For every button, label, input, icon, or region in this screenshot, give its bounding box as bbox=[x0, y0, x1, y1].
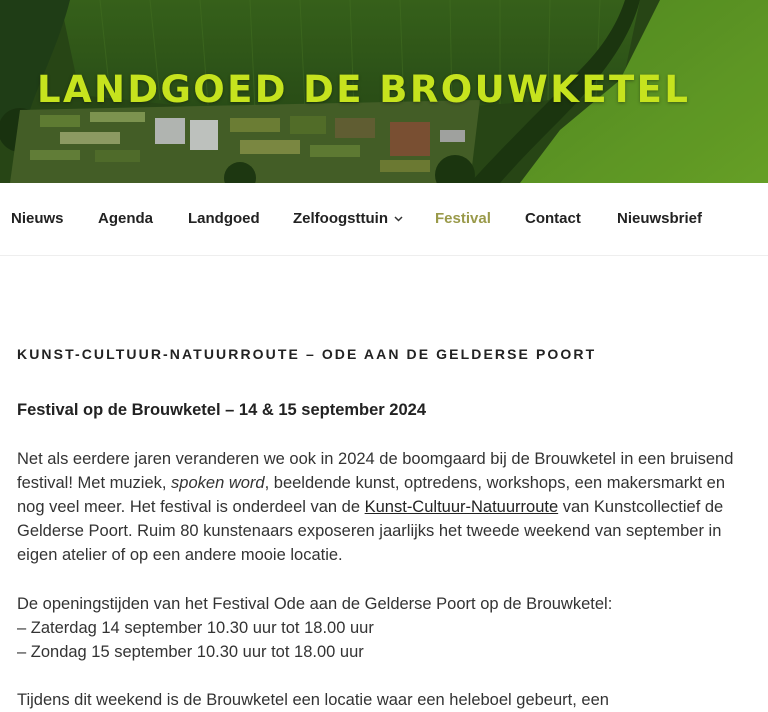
main-navigation bbox=[0, 183, 768, 256]
intro-text-3: van Kunstcollectief de Gelderse Poort. Ruim 80 kunstenaars exposeren jaarlijks het tweede weekend van september in eigen atelier of op een andere mooie locatie. bbox=[17, 498, 724, 564]
intro-emphasis: spoken word bbox=[171, 474, 265, 492]
nav-item-zelfoogsttuin-label: Zelfoogsttuin bbox=[293, 210, 388, 227]
site-header bbox=[0, 0, 768, 183]
nav-item-festival[interactable]: Festival bbox=[435, 210, 491, 227]
opening-hours-intro: De openingstijden van het Festival Ode aan de Gelderse Poort op de Brouwketel: bbox=[17, 595, 613, 613]
nav-item-zelfoogsttuin[interactable] bbox=[293, 210, 403, 228]
nav-item-landgoed[interactable]: Landgoed bbox=[188, 210, 260, 227]
nav-item-nieuws[interactable]: Nieuws bbox=[11, 210, 64, 227]
opening-hours-paragraph bbox=[17, 592, 747, 664]
intro-paragraph bbox=[17, 447, 747, 567]
article-subtitle: Festival op de Brouwketel – 14 & 15 september 2024 bbox=[17, 401, 427, 419]
nav-item-nieuwsbrief[interactable]: Nieuwsbrief bbox=[617, 210, 703, 227]
intro-text-1: Net als eerdere jaren veranderen we ook in 2024 de boomgaard bij de Brouwketel in een bruisend festival! Met muziek, bbox=[17, 450, 734, 492]
route-link[interactable]: Kunst-Cultuur-Natuurroute bbox=[364, 498, 559, 516]
site-title[interactable]: LANDGOED DE BROUWKETEL bbox=[37, 68, 691, 111]
page-title: KUNST-CULTUUR-NATUURROUTE – ODE AAN DE GELDERSE POORT bbox=[17, 346, 597, 362]
nav-item-contact[interactable]: Contact bbox=[525, 210, 581, 227]
nav-item-agenda[interactable]: Agenda bbox=[98, 210, 154, 227]
intro-text-2: , beeldende kunst, optredens, workshops, een makersmarkt en nog veel meer. Het festival is onderdeel van de bbox=[17, 474, 726, 516]
chevron-down-icon bbox=[394, 216, 403, 222]
opening-hours-saturday: – Zaterdag 14 september 10.30 uur tot 18.00 uur bbox=[17, 619, 374, 637]
weekend-paragraph: Tijdens dit weekend is de Brouwketel een locatie waar een heleboel gebeurt, een bbox=[17, 691, 609, 709]
opening-hours-sunday: – Zondag 15 september 10.30 uur tot 18.00 uur bbox=[17, 643, 364, 661]
